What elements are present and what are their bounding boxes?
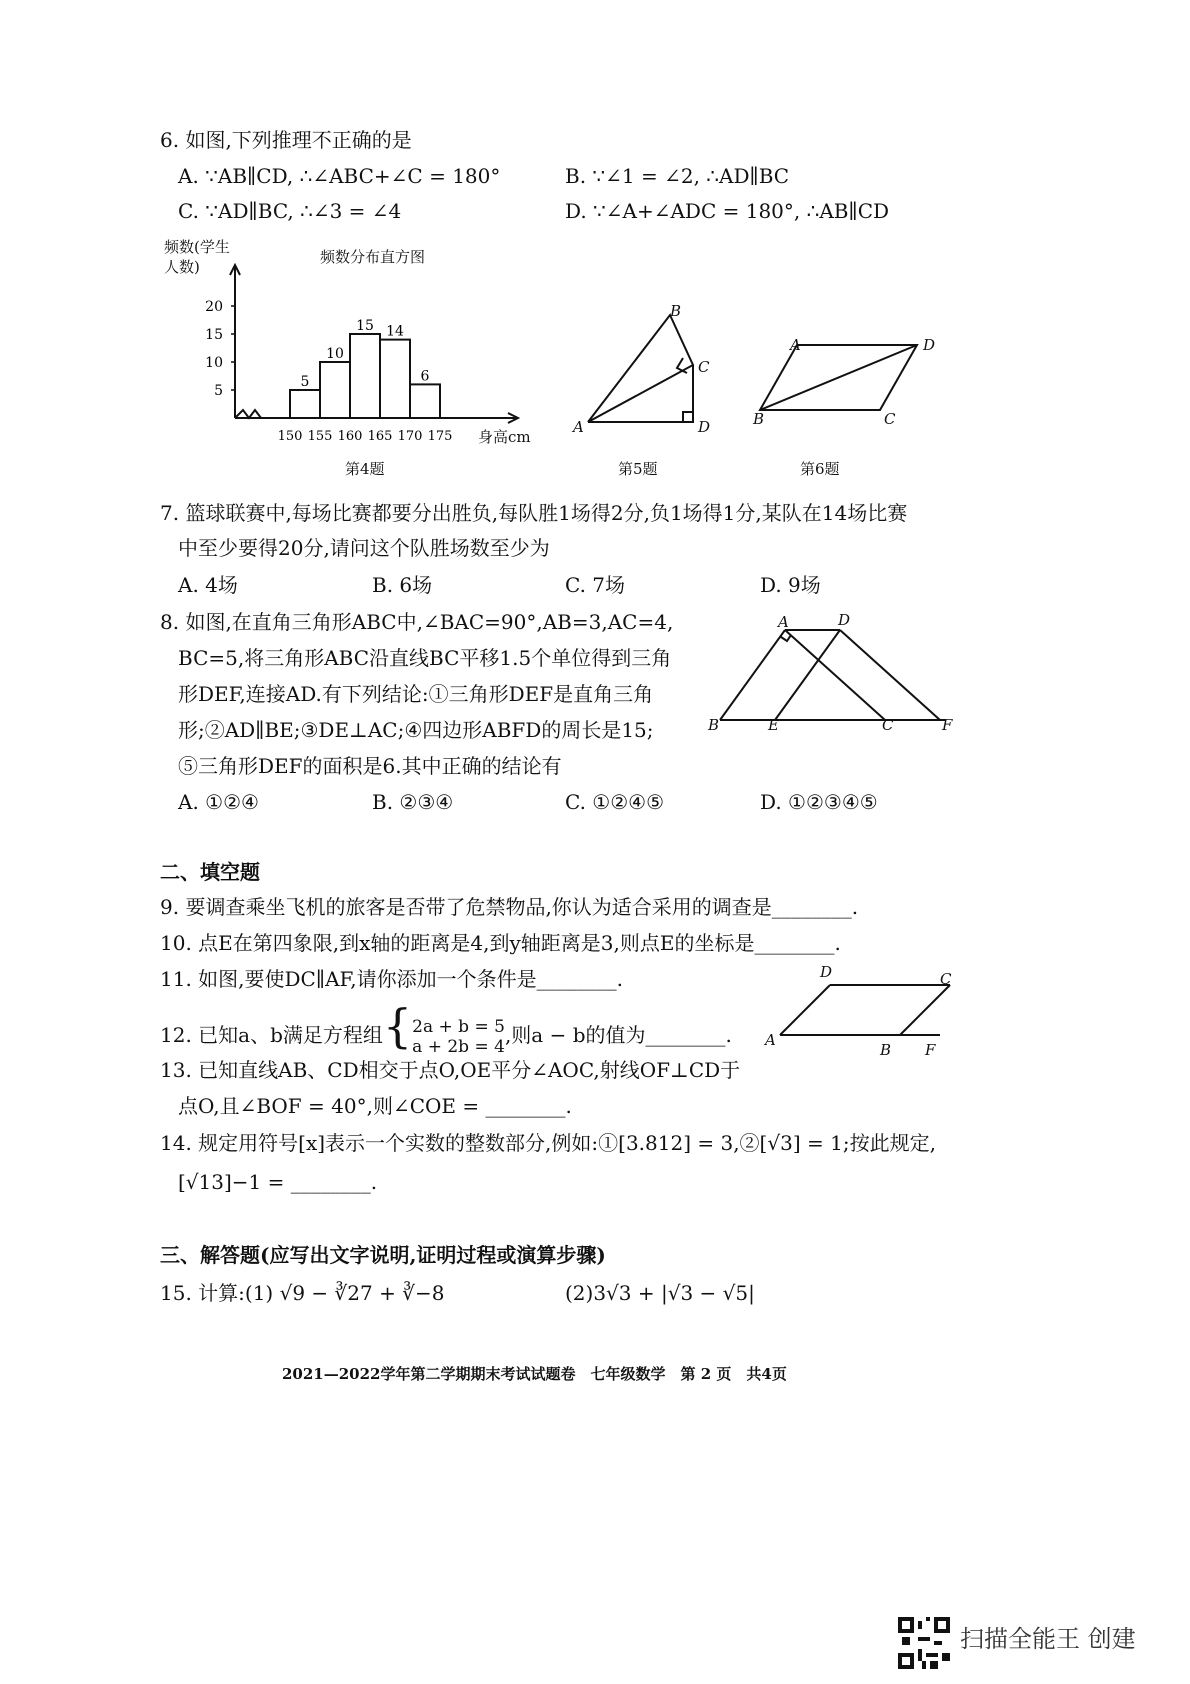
histogram-title: 频数分布直方图 <box>320 248 426 266</box>
q8-line1: 8. 如图,在直角三角形ABC中,∠BAC=90°,AB=3,AC=4, <box>160 610 674 634</box>
histogram-bar <box>410 384 440 418</box>
q7-option-a: A. 4场 <box>178 573 238 597</box>
q10: 10. 点E在第四象限,到x轴的距离是4,到y轴距离是3,则点E的坐标是________. <box>160 931 841 955</box>
q12-eq1: 2a + b = 5 <box>412 1016 505 1037</box>
q13-line1: 13. 已知直线AB、CD相交于点O,OE平分∠AOC,射线OF⊥CD于 <box>160 1058 741 1082</box>
histogram-figure <box>160 230 540 490</box>
histogram-ylabel-line1: 频数(学生 <box>164 238 230 256</box>
x-tick-label: 170 <box>397 429 423 444</box>
q12: 12. 已知a、b满足方程组{ 2a + b = 5 a + 2b = 4 ,则a − b的值为________. <box>160 999 732 1057</box>
bar-value-label: 10 <box>326 346 344 362</box>
section3-heading: 三、解答题(应写出文字说明,证明过程或演算步骤) <box>160 1243 606 1267</box>
y-tick-label: 10 <box>205 355 223 371</box>
q9: 9. 要调查乘坐飞机的旅客是否带了危禁物品,你认为适合采用的调查是________. <box>160 895 859 919</box>
x-tick-label: 175 <box>427 429 453 444</box>
q8-line3: 形DEF,连接AD.有下列结论:①三角形DEF是直角三角 <box>178 682 654 706</box>
y-tick-label: 20 <box>205 299 223 315</box>
histogram-bar <box>290 390 320 418</box>
histogram-bars <box>290 334 440 418</box>
figure6-parallelogram <box>745 330 945 430</box>
q8-option-a: A. ①②④ <box>178 790 259 814</box>
bar-value-label: 6 <box>420 368 430 385</box>
fig11-label-f: F <box>925 1041 936 1059</box>
fig11-label-a: A <box>765 1031 776 1049</box>
figure8-translation <box>705 611 950 730</box>
figure6-caption: 第6题 <box>800 460 840 478</box>
q8-option-d: D. ①②③④⑤ <box>760 790 878 814</box>
fig8-label-e: E <box>768 716 779 734</box>
axis-break <box>235 410 261 418</box>
fig8-label-d: D <box>838 611 851 629</box>
fig5-label-c: C <box>698 358 710 376</box>
fig8-label-b: B <box>708 716 720 734</box>
fig8-label-c: C <box>882 716 894 734</box>
q8-line5: ⑤三角形DEF的面积是6.其中正确的结论有 <box>178 754 562 778</box>
q7-option-d: D. 9场 <box>760 573 821 597</box>
x-tick-label: 155 <box>307 429 333 444</box>
fig5-label-d: D <box>698 418 711 436</box>
q6-stem: 6. 如图,下列推理不正确的是 <box>160 128 412 152</box>
qr-code-icon <box>898 1617 950 1669</box>
x-tick-label: 150 <box>277 429 303 444</box>
q11: 11. 如图,要使DC∥AF,请你添加一个条件是________. <box>160 967 624 991</box>
q12-suffix: ,则a − b的值为________. <box>504 1023 732 1047</box>
q13-line2: 点O,且∠BOF = 40°,则∠COE = ________. <box>178 1094 572 1118</box>
figure5-caption: 第5题 <box>618 460 658 478</box>
fig6-label-a: A <box>790 336 801 354</box>
histogram-xlabel: 身高cm <box>478 428 531 446</box>
q8-line2: BC=5,将三角形ABC沿直线BC平移1.5个单位得到三角 <box>178 646 672 670</box>
fig6-label-d: D <box>923 336 936 354</box>
fig11-label-b: B <box>880 1041 892 1059</box>
y-tick-label: 15 <box>205 327 223 343</box>
q7-line2: 中至少要得20分,请问这个队胜场数至少为 <box>178 536 550 560</box>
q6-option-b: B. ∵∠1 = ∠2, ∴AD∥BC <box>565 164 790 188</box>
fig6-label-c: C <box>884 410 896 428</box>
q14-line2: [√13]−1 = ________. <box>178 1170 378 1194</box>
q12-system <box>412 1017 505 1057</box>
q6-option-c: C. ∵AD∥BC, ∴∠3 = ∠4 <box>178 199 402 223</box>
histogram-ylabel-line2: 人数) <box>164 258 200 276</box>
fig11-label-c: C <box>940 970 952 988</box>
x-tick-label: 165 <box>367 429 393 444</box>
fig8-label-f: F <box>942 716 953 734</box>
fig5-label-b: B <box>670 302 682 320</box>
q7-line1: 7. 篮球联赛中,每场比赛都要分出胜负,每队胜1场得2分,负1场得1分,某队在14场比赛 <box>160 501 908 525</box>
scanner-watermark: 扫描全能王 创建 <box>960 1625 1136 1653</box>
q7-option-c: C. 7场 <box>565 573 626 597</box>
figure4-caption: 第4题 <box>345 460 385 478</box>
section2-heading: 二、填空题 <box>160 860 260 884</box>
q8-line4: 形;②AD∥BE;③DE⊥AC;④四边形ABFD的周长是15; <box>178 718 654 742</box>
x-tick-label: 160 <box>337 429 363 444</box>
bar-value-label: 5 <box>300 374 310 390</box>
bar-value-label: 15 <box>356 318 374 334</box>
fig8-label-a: A <box>778 613 789 631</box>
q6-option-d: D. ∵∠A+∠ADC = 180°, ∴AB∥CD <box>565 199 890 223</box>
y-tick-label: 5 <box>214 383 223 399</box>
q15-part2: (2)3√3 + |√3 − √5| <box>565 1281 755 1305</box>
histogram-bar <box>320 362 350 418</box>
q14-line1: 14. 规定用符号[x]表示一个实数的整数部分,例如:①[3.812] = 3,②[√3] = 1;按此规定, <box>160 1131 936 1155</box>
bar-value-label: 14 <box>386 323 404 340</box>
fig6-label-b: B <box>753 410 765 428</box>
q7-option-b: B. 6场 <box>372 573 433 597</box>
q12-eq2: a + 2b = 4 <box>412 1036 505 1057</box>
histogram-bar <box>380 340 410 418</box>
q8-option-c: C. ①②④⑤ <box>565 790 665 814</box>
histogram-bar <box>350 334 380 418</box>
q8-option-b: B. ②③④ <box>372 790 454 814</box>
q12-prefix: 12. 已知a、b满足方程组 <box>160 1023 383 1047</box>
q15-part1: 15. 计算:(1) √9 − ∛27 + ∛−8 <box>160 1281 445 1305</box>
q6-option-a: A. ∵AB∥CD, ∴∠ABC+∠C = 180° <box>178 164 501 188</box>
fig11-label-d: D <box>820 963 833 981</box>
page-footer: 2021—2022学年第二学期期末考试试题卷 七年级数学 第 2 页 共4页 <box>282 1365 787 1383</box>
fig5-label-a: A <box>573 418 584 436</box>
